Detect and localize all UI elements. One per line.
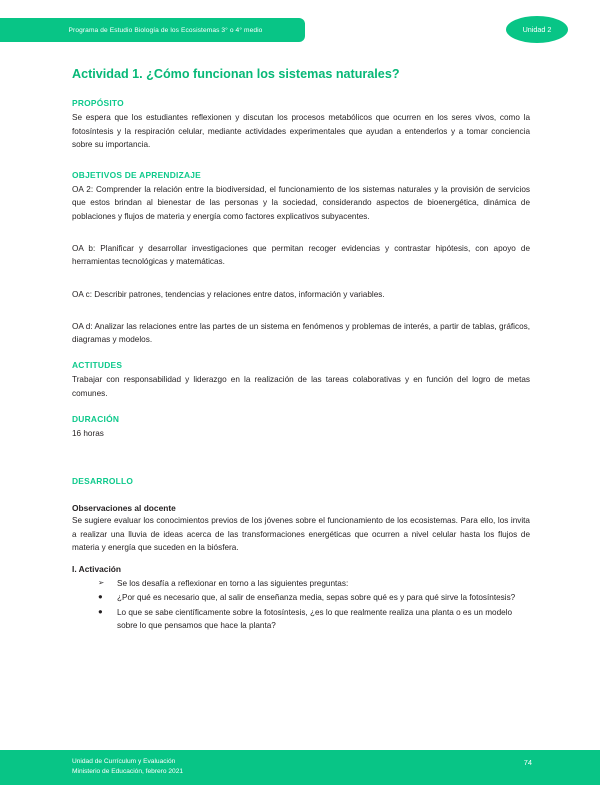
- page-header: [0, 18, 600, 42]
- list-item: [98, 591, 530, 604]
- unit-badge: [506, 16, 568, 43]
- arrow-bullet-icon: ➢: [98, 578, 105, 588]
- section-heading-actitudes: ACTITUDES: [72, 360, 123, 371]
- activacion-heading: I. Activación: [72, 564, 122, 575]
- section-heading-duracion: DURACIÓN: [72, 414, 120, 425]
- objetivo-oab: OA b: Planificar y desarrollar investigaciones que permitan recoger evidencias y contrastar hipótesis, con apoyo de herramientas tecnológicas y matemáticas.: [72, 244, 530, 267]
- spacer: [72, 400, 530, 414]
- document-body: [72, 66, 530, 633]
- section-heading-desarrollo: DESARROLLO: [72, 476, 134, 487]
- dot-bullet-icon: ●: [98, 592, 103, 602]
- footer-organization: [72, 757, 183, 777]
- list-item: [98, 577, 530, 590]
- spacer: [72, 310, 530, 320]
- list-item-text: Se los desafía a reflexionar en torno a las siguientes preguntas:: [117, 579, 349, 589]
- program-title-text: Programa de Estudio Biología de los Ecosistemas 3° o 4° medio: [68, 26, 263, 34]
- activacion-bullet-list: [72, 577, 530, 632]
- objetivo-oac: OA c: Describir patrones, tendencias y relaciones entre datos, información y variables.: [72, 289, 385, 299]
- list-item-text: Lo que se sabe científicamente sobre la fotosíntesis, ¿es lo que realmente realiza una planta o es un modelo sobre lo que pensamos que hace la planta?: [117, 607, 513, 630]
- spacer: [72, 489, 530, 503]
- program-title-bar: [0, 18, 305, 42]
- dot-bullet-icon: ●: [98, 606, 103, 616]
- unit-badge-label: Unidad 2: [522, 25, 552, 34]
- page-number: 74: [523, 758, 532, 767]
- footer-line-1: Unidad de Currículum y Evaluación: [72, 758, 176, 765]
- spacer: [72, 160, 530, 170]
- spacer: [72, 232, 530, 242]
- page-footer: [0, 750, 600, 785]
- section-heading-objetivos: OBJETIVOS DE APRENDIZAJE: [72, 170, 202, 181]
- footer-line-2: Ministerio de Educación, febrero 2021: [72, 768, 184, 776]
- duracion-text: 16 horas: [72, 429, 104, 439]
- section-heading-proposito: PROPÓSITO: [72, 98, 124, 109]
- objetivo-oad: OA d: Analizar las relaciones entre las partes de un sistema en fenómenos y problemas de interés, a partir de tablas, gráficos, diagramas y modelos.: [72, 321, 530, 345]
- spacer: [72, 278, 530, 288]
- observaciones-al-docente-heading: Observaciones al docente: [72, 503, 176, 514]
- proposito-text: Se espera que los estudiantes reflexionen y discutan los procesos metabólicos que ocurren en los seres vivos, como la fotosíntesis y la respiración celular, mediante actividades experimentales que ayudan a entenderlos y a tomar conciencia sobre su importancia.: [72, 113, 530, 149]
- observaciones-al-docente-text: Se sugiere evaluar los conocimientos previos de los jóvenes sobre el funcionamiento de los ecosistemas. Para ello, los invita a realizar una lluvia de ideas acerca de las transformaciones energéticas que ocurren a nivel celular hasta los flujos de materia y energía que suceden en la biósfera.: [72, 516, 530, 552]
- actitudes-text: Trabajar con responsabilidad y liderazgo en la realización de las tareas colaborativas y en función del logro de metas comunes.: [72, 375, 530, 398]
- spacer: [72, 554, 530, 564]
- spacer: [72, 440, 530, 476]
- spacer: [72, 346, 530, 360]
- list-item: [98, 606, 530, 633]
- page-title: Actividad 1. ¿Cómo funcionan los sistemas naturales?: [72, 67, 400, 81]
- objetivo-oa2: OA 2: Comprender la relación entre la biodiversidad, el funcionamiento de los sistemas naturales y la provisión de servicios que estos brindan al bienestar de las personas y la sociedad, considerando aspectos de bioenergética, dinámica de poblaciones y flujos de materia y energía como factores explicativos subyacentes.: [72, 185, 530, 221]
- list-item-text: ¿Por qué es necesario que, al salir de enseñanza media, sepas sobre qué es y para qué sirve la fotosíntesis?: [117, 593, 516, 603]
